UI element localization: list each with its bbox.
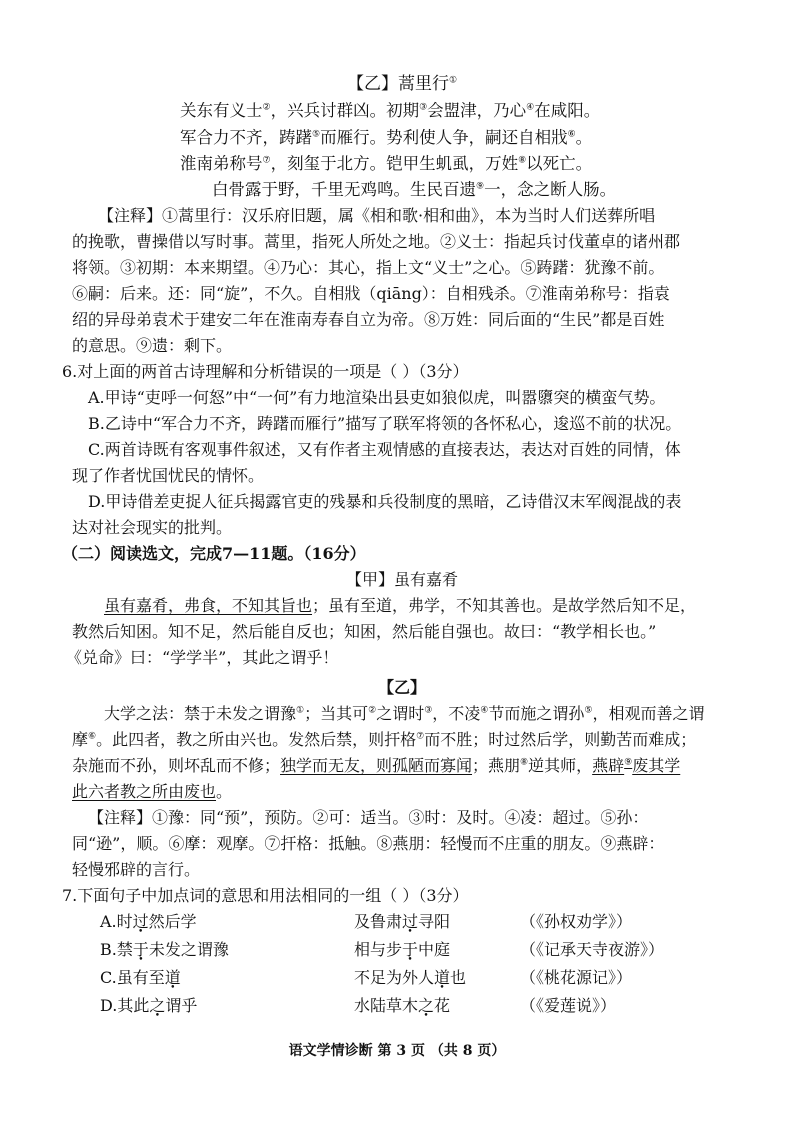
- jia-line-3: 《兑命》曰：“学学半”，其此之谓乎！: [66, 648, 339, 667]
- q7-d-source: （《爱莲说》）: [520, 996, 617, 1015]
- q6-option-c-line-1: C.两首诗既有客观事件叙述，又有作者主观情感的直接表达，表达对百姓的同情，体: [88, 440, 681, 459]
- q6-option-d-line-2: 达对社会现实的批判。: [72, 518, 233, 537]
- notes-b-line-4: ⑥嗣：后来。还：同“旋”，不久。自相戕（qiāng）：自相残杀。⑦淮南弟称号：指袁: [72, 284, 670, 303]
- yi-line-2: 摩⑥。此四者，教之所由兴也。发然后禁，则扞格⑦而不胜；时过然后学，则勤苦而难成；: [72, 730, 697, 749]
- q7-stem: 7.下面句子中加点词的意思和用法相同的一组（ ）（3分）: [62, 886, 469, 905]
- q7-c-source: （《桃花源记》）: [520, 968, 633, 987]
- q7-d-mid: 水陆草木之花: [354, 996, 451, 1015]
- q6-option-c-line-2: 现了作者忧国忧民的情怀。: [72, 466, 265, 485]
- q6-option-b: B.乙诗中“军合力不齐，踌躇而雁行”描写了联军将领的各怀私心，逡巡不前的状况。: [88, 414, 682, 433]
- q7-b-mid: 相与步于中庭: [354, 940, 451, 959]
- section-2-title: （二）阅读选文，完成7—11题。（16分）: [62, 544, 366, 563]
- yi-line-4: 此六者教之所由废也。: [72, 782, 233, 801]
- q7-b-left: B.禁于未发之谓豫: [100, 940, 229, 959]
- q7-a-mid: 及鲁肃过寻阳: [354, 912, 451, 931]
- q7-a-source: （《孙权劝学》）: [520, 912, 633, 931]
- yi-notes-line-3: 轻慢邪辟的言行。: [72, 860, 201, 879]
- page-footer: 语文学情诊断 第 3 页 （共 8 页）: [288, 1043, 506, 1059]
- jia-line-1: 虽有嘉肴，弗食，不知其旨也；虽有至道，弗学，不知其善也。是故学然后知不足，: [104, 596, 697, 615]
- notes-b-line-6: 的意思。⑨遗：剩下。: [72, 336, 233, 355]
- poem-b-heading: 【乙】蒿里行①: [346, 74, 458, 94]
- yi-notes-line-2: 同“逊”，顺。⑥摩：观摩。⑦扞格：抵触。⑧燕朋：轻慢而不庄重的朋友。⑨燕辟：: [72, 834, 665, 853]
- yi-title: 【乙】: [377, 678, 426, 697]
- q7-b-source: （《记承天寺夜游》）: [520, 940, 665, 959]
- q6-option-a: A.甲诗“吏呼一何怒”中“一何”有力地渲染出县吏如狼似虎，叫嚣隳突的横蛮气势。: [88, 388, 666, 407]
- notes-b-line-3: 将领。③初期：本来期望。④乃心：其心，指上文“义士”之心。⑤踌躇：犹豫不前。: [72, 258, 665, 277]
- q6-stem: 6.对上面的两首古诗理解和分析错误的一项是（ ）（3分）: [62, 362, 469, 381]
- yi-line-1: 大学之法：禁于未发之谓豫①；当其可②之谓时③，不凌④节而施之谓孙⑤，相观而善之谓: [104, 704, 705, 723]
- q7-c-left: C.虽有至道: [100, 968, 181, 987]
- poem-b-line-3: 淮南弟称号⑦，刻玺于北方。铠甲生虮虱，万姓⑧以死亡。: [180, 154, 593, 173]
- poem-b-line-2: 军合力不齐，踌躇⑤而雁行。势利使人争，嗣还自相戕⑥。: [180, 128, 593, 147]
- notes-b-line-5: 绍的异母弟袁术于建安二年在淮南寿春自立为帝。⑧万姓：同后面的“生民”都是百姓: [72, 310, 665, 329]
- q7-c-mid: 不足为外人道也: [354, 968, 467, 987]
- poem-b-line-1: 关东有义士②，兴兵讨群凶。初期③会盟津，乃心④在咸阳。: [180, 101, 601, 120]
- jia-line-2: 教然后知困。知不足，然后能自反也；知困，然后能自强也。故曰：“教学相长也。”: [72, 622, 657, 641]
- notes-b-line-2: 的挽歌，曹操借以写时事。蒿里，指死人所处之地。②义士：指起兵讨伐董卓的诸州郡: [72, 232, 681, 251]
- q7-a-left: A.时过然后学: [100, 912, 197, 931]
- yi-line-3: 杂施而不孙，则坏乱而不修；独学而无友，则孤陋而寡闻；燕朋⑧逆其师，燕辟⑨废其学: [72, 756, 681, 775]
- q7-d-left: D.其此之谓乎: [100, 996, 198, 1015]
- q6-option-d-line-1: D.甲诗借差吏捉人征兵揭露官吏的残暴和兵役制度的黑暗，乙诗借汉末军阀混战的表: [88, 492, 682, 511]
- notes-b-line-1: 【注释】①蒿里行：汉乐府旧题，属《相和歌·相和曲》，本为当时人们送葬所唱: [98, 206, 656, 225]
- yi-notes-line-1: 【注释】①豫：同“预”，预防。②可：适当。③时：及时。④凌：超过。⑤孙：: [88, 808, 649, 827]
- jia-title: 【甲】虽有嘉肴: [345, 570, 458, 589]
- poem-b-line-4: 白骨露于野，千里无鸡鸣。生民百遗⑨一，念之断人肠。: [212, 180, 617, 199]
